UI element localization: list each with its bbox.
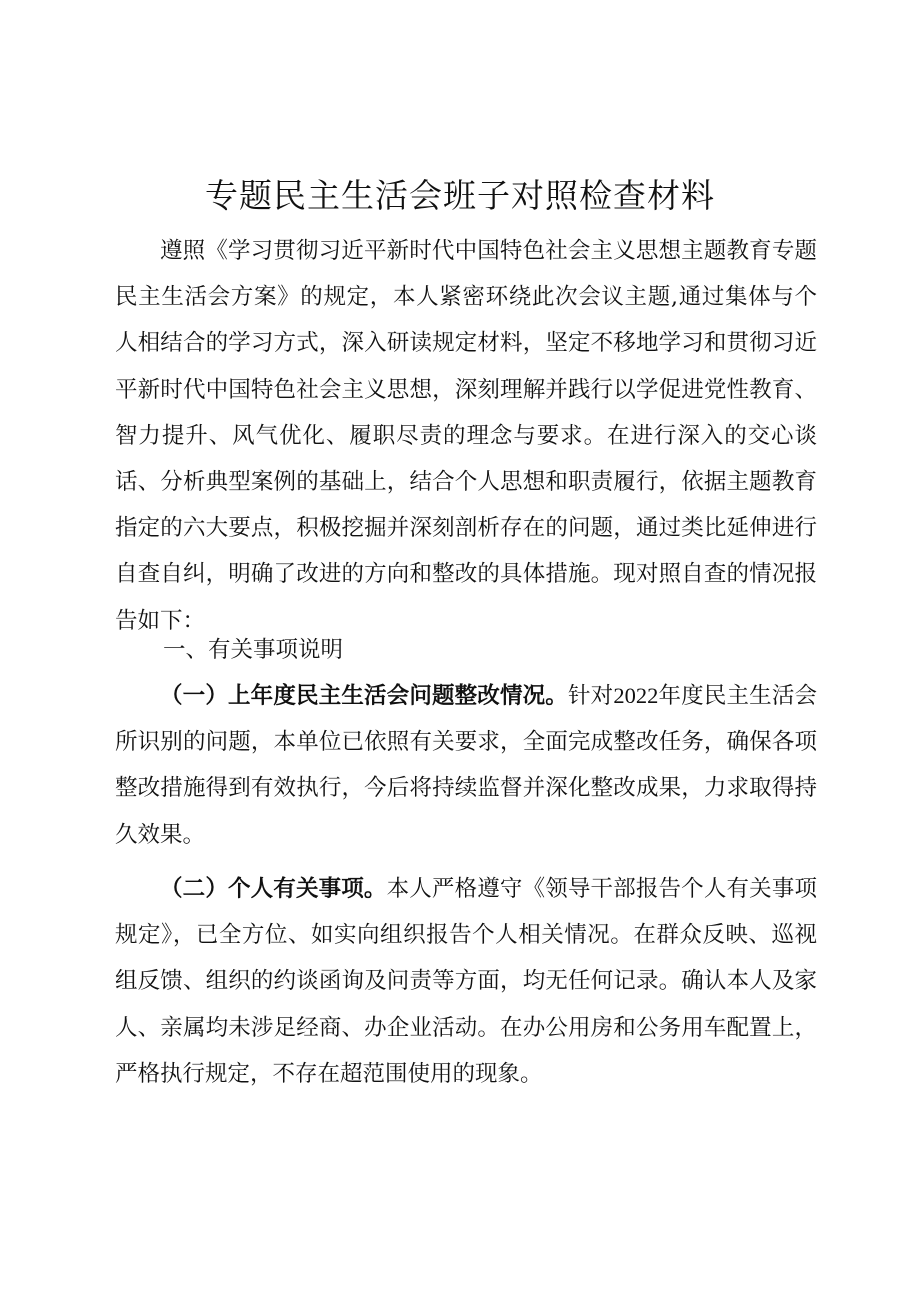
intro-paragraph: 遵照《学习贯彻习近平新时代中国特色社会主义思想主题教育专题民主生活会方案》的规定，本人紧密环绕此次会议主题,通过集体与个人相结合的学习方式，深入研读规定材料，坚定不移地学习和贯彻习近平新时代中国特色社会主义思想，深刻理解并践行以学促进党性教育、智力提升、风气优化、履职尽责的理念与要求。在进行深入的交心谈话、分析典型案例的基础上，结合个人思想和职责履行，依据主题教育指定的六大要点，积极挖掘并深刻剖析存在的问题，通过类比延伸进行自查自纠，明确了改进的方向和整改的具体措施。现对照自查的情况报告如下：	[115, 238, 817, 634]
rectification-year: 2022	[613, 683, 659, 708]
rectification-paragraph	[115, 673, 817, 858]
personal-matters-lead: （二）个人有关事项。	[160, 876, 387, 902]
rectification-lead: （一）上年度民主生活会问题整改情况。	[160, 683, 568, 709]
personal-matters-text: 本人严格遵守《领导干部报告个人有关事项规定》，已全方位、如实向组织报告个人相关情况。在群众反映、巡视组反馈、组织的约谈函询及问责等方面，均无任何记录。确认本人及家人、亲属均未涉足经商、办企业活动。在办公用房和公务用车配置上，严格执行规定，不存在超范围使用的现象。	[115, 876, 817, 1087]
section-heading: 一、有关事项说明	[163, 637, 344, 663]
rectification-text-post: 年度民主生活会所识别的问题，本单位已依照有关要求，全面完成整改任务，确保各项整改措施得到有效执行，今后将持续监督并深化整改成果，力求取得持久效果。	[115, 683, 817, 848]
personal-matters-paragraph	[115, 866, 817, 1097]
page-title: 专题民主生活会班子对照检查材料	[205, 176, 715, 215]
rectification-text-pre: 针对	[567, 683, 614, 709]
